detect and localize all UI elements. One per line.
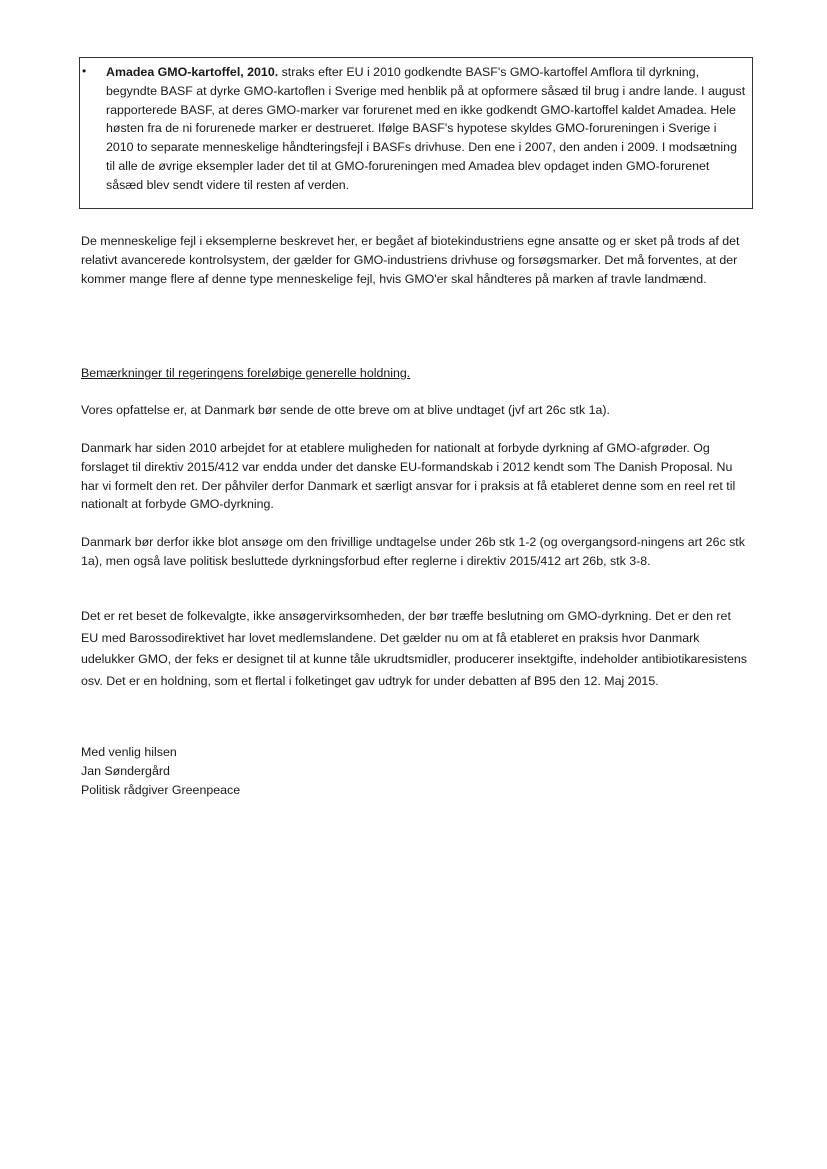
example-box <box>79 57 753 209</box>
example-body: straks efter EU i 2010 godkendte BASF's GMO-kartoffel Amflora til dyrkning, begyndte BASF at dyrke GMO-kartoflen i Sverige med henblik på at opformere såsæd til brug i andre lande. I august rapporterede BASF, at deres GMO-marker var forurenet med en ikke godkendt GMO-kartoffel kaldet Amadea. Hele høsten fra de ni forurenede marker er destrueret. Ifølge BASF's hypotese skyldes GMO-forureningen i Sverige i 2010 to separate menneskelige håndteringsfejl i BASFs drivhuse. Den ene i 2007, den anden i 2009. I modsætning til alle de øvrige eksempler lader det til at GMO-forureningen med Amadea blev opdaget inden GMO-forurenet såsæd blev sendt videre til resten af verden. <box>106 65 746 192</box>
signature-closing: Med venlig hilsen <box>81 745 177 759</box>
paragraph-history: Danmark har siden 2010 arbejdet for at etablere muligheden for nationalt at forbyde dyrkning af GMO-afgrøder. Og forslaget til direktiv 2015/412 var endda under det danske EU-formandskab i 2012 kendt som The Danish Proposal. Nu har vi formelt den ret. Der påhviler derfor Danmark et særligt ansvar for i praksis at få etableret denne som en reel ret til nationalt at forbyde GMO-dyrkning. <box>81 441 736 512</box>
signature-title: Politisk rådgiver Greenpeace <box>81 783 241 797</box>
paragraph-democracy: Det er ret beset de folkevalgte, ikke ansøgervirksomheden, der bør træffe beslutning om GMO-dyrkning. Det er den ret EU med Barossodirektivet har lovet medlemslandene. Det gælder nu om at få etableret en praksis hvor Danmark udelukker GMO, der feks er designet til at kunne tåle ukrudtsmidler, producerer insektgifte, indeholder antibiotikaresistens osv. Det er en holdning, som et flertal i folketinget gav udtryk for under debatten af B95 den 12. Maj 2015. <box>81 609 747 688</box>
bullet-icon: • <box>82 64 87 78</box>
paragraph-human-errors: De menneskelige fejl i eksemplerne beskrevet her, er begået af biotekindustriens egne ansatte og er sket på trods af det relativt avancerede kontrolsystem, der gælder for GMO-industriens drivhuse og forsøgsmarker. Det må forventes, at der kommer mange flere af denne type menneskelige fejl, hvis GMO'er skal håndteres på marken af travle landmænd. <box>81 234 740 286</box>
paragraph-opinion: Vores opfattelse er, at Danmark bør sende de otte breve om at blive undtaget (jvf art 26c stk 1a). <box>81 403 610 417</box>
example-text <box>106 63 746 195</box>
paragraph-recommendation: Danmark bør derfor ikke blot ansøge om den frivillige undtagelse under 26b stk 1-2 (og overgangsord-ningens art 26c stk 1a), men også lave politisk besluttede dyrkningsforbud efter reglerne i direktiv 2015/412 art 26b, stk 3-8. <box>81 535 745 568</box>
example-lead: Amadea GMO-kartoffel, 2010. <box>106 65 279 79</box>
section-heading: Bemærkninger til regeringens foreløbige generelle holdning. <box>81 366 411 380</box>
signature-block <box>81 743 240 800</box>
signature-name: Jan Søndergård <box>81 764 170 778</box>
